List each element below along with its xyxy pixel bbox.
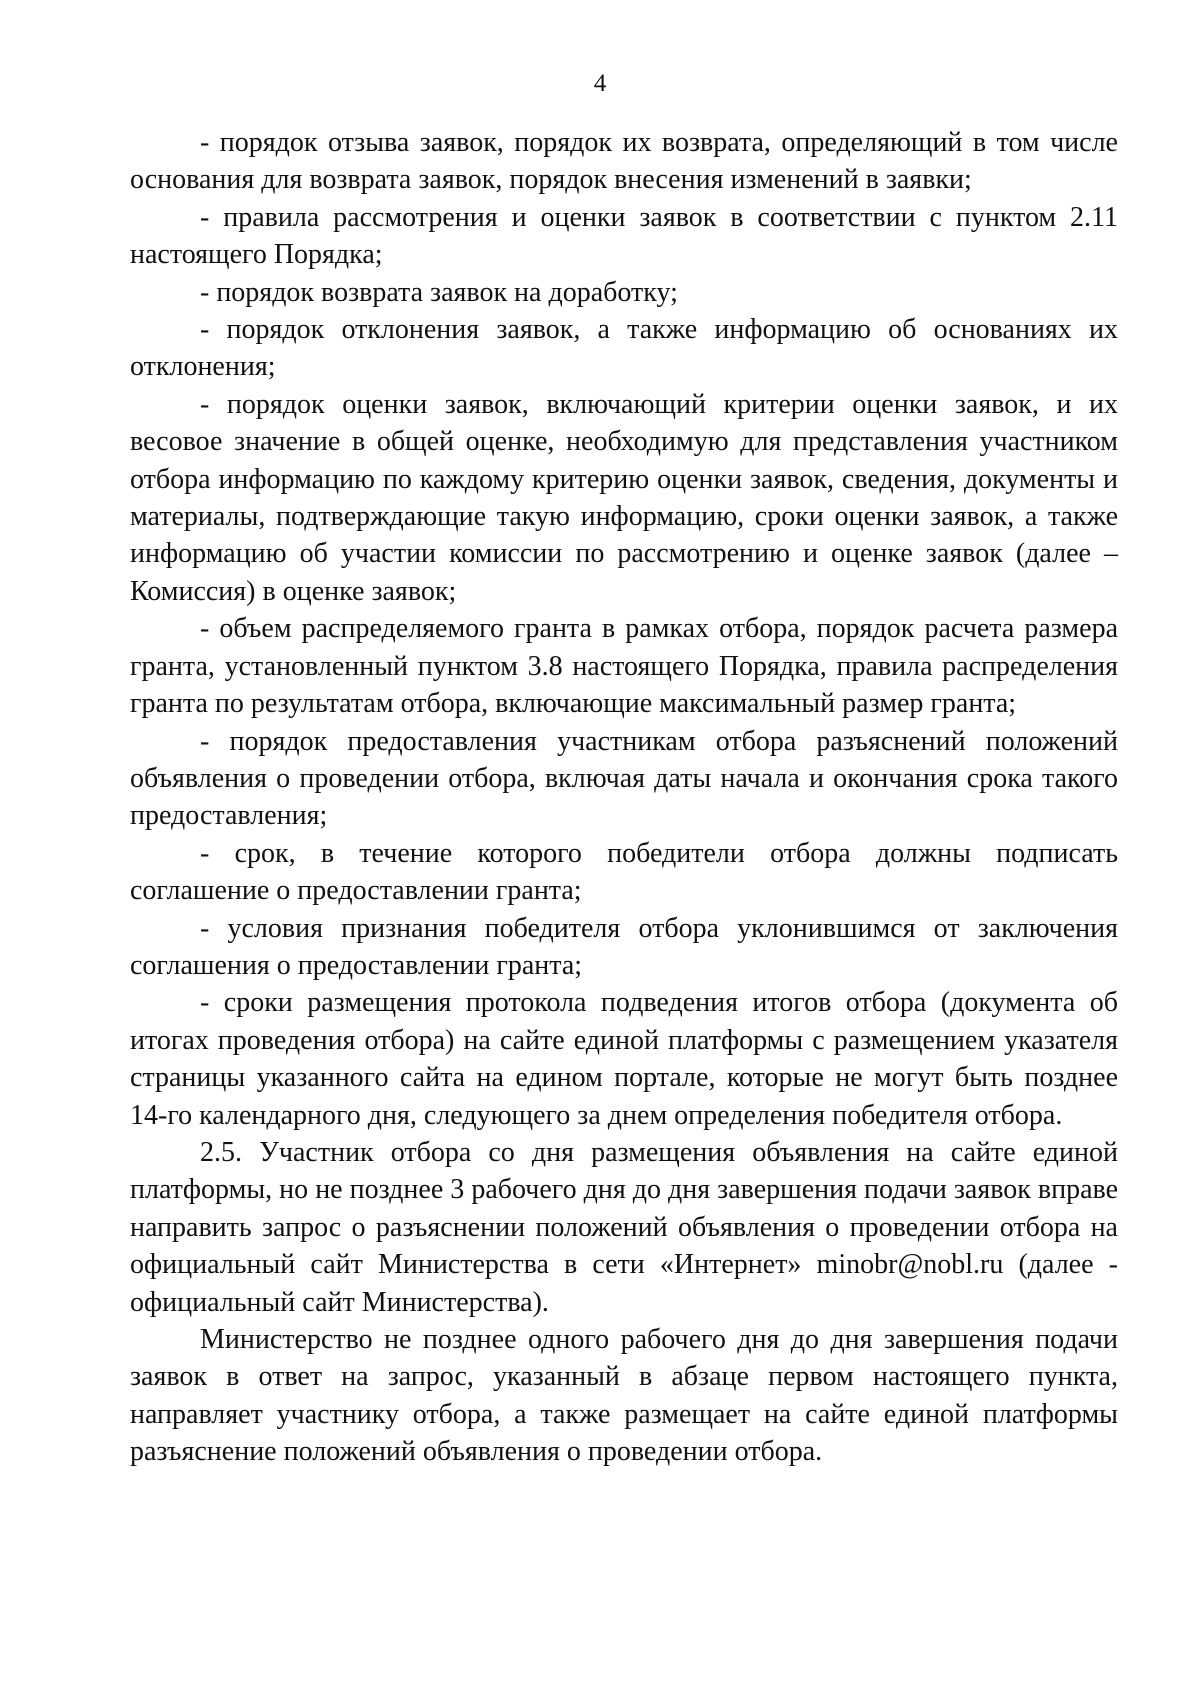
paragraph-evaluation-procedure: - порядок оценки заявок, включающий критерии оценки заявок, и их весовое значение в общей оценке, необходимую для представления участником отбора информацию по каждому критерию оценки заявок, сведения, документы и материалы, подтверждающие такую информацию, сроки оценки заявок, а также информацию об участии комиссии по рассмотрению и оценке заявок (далее – Комиссия) в оценке заявок; [130,388,1118,607]
page-number: 4 [593,70,607,97]
paragraph-signing-term: - срок, в течение которого победители отбора должны подписать соглашение о предоставлении гранта; [130,837,1118,907]
document-body [130,124,1118,1471]
paragraph-ministry-response: Министерство не позднее одного рабочего дня до дня завершения подачи заявок в ответ на запрос, указанный в абзаце первом настоящего пункта, направляет участнику отбора, а также размещает на сайте единой платформы разъяснение положений объявления о проведении отбора. [130,1324,1118,1468]
paragraph-rejection-procedure: - порядок отклонения заявок, а также информацию об основаниях их отклонения; [130,314,1118,383]
paragraph-withdrawal-procedure: - порядок отзыва заявок, порядок их возврата, определяющий в том числе основания для возврата заявок, порядок внесения изменений в заявки; [130,127,1118,196]
paragraph-protocol-placement: - сроки размещения протокола подведения итогов отбора (документа об итогах проведения отбора) на сайте единой платформы с размещением указателя страницы указанного сайта на едином портале, которые не могут быть позднее 14-го календарного дня, следующего за днем определения победителя отбора. [130,987,1118,1131]
paragraph-return-for-revision: - порядок возврата заявок на доработку; [200,276,678,308]
paragraph-clarifications-procedure: - порядок предоставления участникам отбора разъяснений положений объявления о проведении отбора, включая даты начала и окончания срока такого предоставления; [130,725,1118,832]
paragraph-review-rules: - правила рассмотрения и оценки заявок в соответствии с пунктом 2.11 настоящего Порядка; [130,201,1118,271]
paragraph-evasion-conditions: - условия признания победителя отбора уклонившимся от заключения соглашения о предоставлении гранта; [130,912,1118,981]
paragraph-clause-2-5: 2.5. Участник отбора со дня размещения объявления на сайте единой платформы, но не позднее 3 рабочего дня до дня завершения подачи заявок вправе направить запрос о разъяснении положений объявления о проведении отбора на официальный сайт Министерства в сети «Интернет» minobr@nobl.ru (далее - официальный сайт Министерства). [130,1136,1118,1318]
paragraph-grant-volume: - объем распределяемого гранта в рамках отбора, порядок расчета размера гранта, установленный пунктом 3.8 настоящего Порядка, правила распределения гранта по результатам отбора, включающие максимальный размер гранта; [130,613,1118,720]
